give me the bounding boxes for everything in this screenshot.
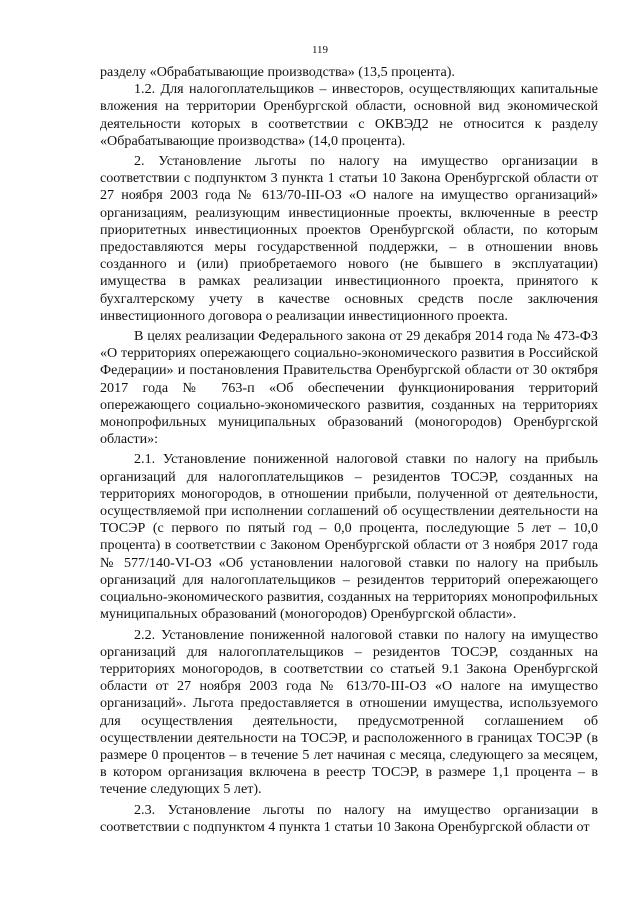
paragraph-2-1: 2.1. Установление пониженной налоговой ставки по налогу на прибыль организаций для налогоплательщиков – резидентов ТОСЭР, созданных на территориях моногородов, в отношении прибыли, полученной от деятельности, осуществляемой при исполнении соглашений об осуществлении деятельности на ТОСЭР (с первого по пятый год – 0,0 процента, последующие 5 лет – 10,0 процента) в соответствии с Законом Оренбургской области от 3 ноября 2017 года № 577/140-VI-ОЗ «Об установлении налоговой ставки по налогу на прибыль организаций для налогоплательщиков – резидентов территорий опережающего социально-экономического развития, созданных на территориях монопрофильных муниципальных образований (моногородов) Оренбургской области». (100, 451, 598, 623)
document-body (100, 64, 598, 836)
paragraph-1-2: 1.2. Для налогоплательщиков – инвесторов, осуществляющих капитальные вложения на территории Оренбургской области, основной вид экономической деятельности которых в соответствии с ОКВЭД2 не относится к разделу «Обрабатывающие производства» (14,0 процента). (100, 81, 598, 149)
page-number: 119 (311, 44, 329, 56)
paragraph-continuation: разделу «Обрабатывающие производства» (13,5 процента). (100, 64, 455, 80)
paragraph-intro-tosr: В целях реализации Федерального закона от 29 декабря 2014 года № 473-ФЗ «О территориях опережающего социально-экономического развития в Российской Федерации» и постановления Правительства Оренбургской области от 30 октября 2017 года № 763-п «Об обеспечении функционирования территорий опережающего социально-экономического развития, созданных на территориях монопрофильных муниципальных образований (моногородов) Оренбургской области»: (100, 328, 598, 448)
paragraph-2: 2. Установление льготы по налогу на имущество организации в соответствии с подпунктом 3 пункта 1 статьи 10 Закона Оренбургской области от 27 ноября 2003 года № 613/70-III-ОЗ «О налоге на имущество организаций» организациям, реализующим инвестиционные проекты, включенные в реестр приоритетных инвестиционных проектов Оренбургской области, по которым предоставляются меры государственной поддержки, – в отношении вновь созданного и (или) приобретаемого нового (не бывшего в эксплуатации) имущества в рамках реализации инвестиционного проекта, принятого к бухгалтерскому учету в качестве основных средств после заключения инвестиционного договора о реализации инвестиционного проекта. (100, 153, 598, 324)
paragraph-2-3: 2.3. Установление льготы по налогу на имущество организации в соответствии с подпунктом 4 пункта 1 статьи 10 Закона Оренбургской области от (100, 801, 598, 835)
paragraph-2-2: 2.2. Установление пониженной налоговой ставки по налогу на имущество организаций для налогоплательщиков – резидентов ТОСЭР, созданных на территориях моногородов, в соответствии со статьей 9.1 Закона Оренбургской области от 27 ноября 2003 года № 613/70-III-ОЗ «О налоге на имущество организаций». Льгота предоставляется в отношении имущества, используемого для осуществления деятельности, предусмотренной соглашением об осуществлении деятельности на ТОСЭР, и расположенного в границах ТОСЭР (в размере 0 процентов – в течение 5 лет начиная с месяца, следующего за месяцем, в котором организация включена в реестр ТОСЭР, в размере 1,1 процента – в течение следующих 5 лет). (100, 626, 598, 798)
